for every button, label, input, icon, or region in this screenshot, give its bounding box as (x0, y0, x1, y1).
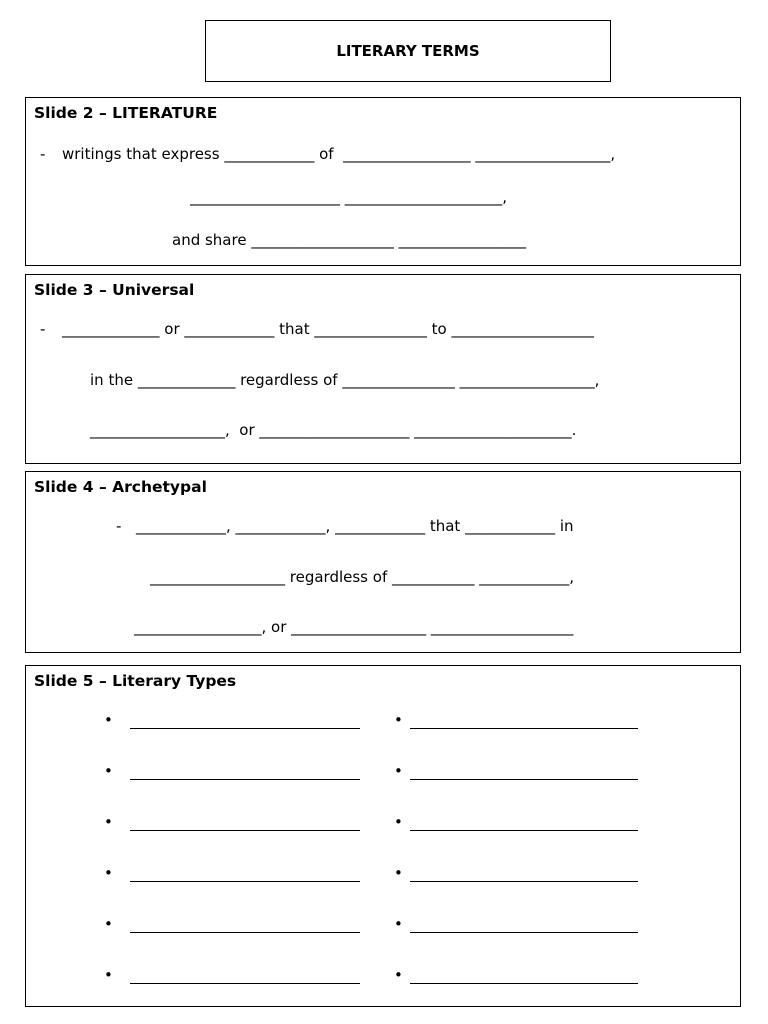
literary-type-blank (410, 830, 638, 832)
bullet-marker: • (394, 813, 403, 831)
slide-3-heading: Slide 3 – Universal (34, 281, 195, 299)
slide-3-section (25, 274, 741, 464)
bullet-marker: • (104, 813, 113, 831)
slide-2-section (25, 97, 741, 266)
slide-2-line-2: ____________________ _____________________, (190, 188, 508, 206)
slide-5-heading: Slide 5 – Literary Types (34, 672, 237, 690)
literary-type-blank (410, 728, 638, 730)
literary-type-blank (410, 932, 638, 934)
literary-type-blank (130, 932, 360, 934)
bullet-marker: • (394, 864, 403, 882)
slide-5-section (25, 665, 741, 1007)
bullet-marker: • (394, 915, 403, 933)
slide-3-line-1: _____________ or ____________ that _______________ to ___________________ (62, 320, 594, 338)
literary-type-blank (130, 779, 360, 781)
bullet-marker: • (104, 966, 113, 984)
slide-3-line-3: __________________, or ____________________ _____________________. (90, 421, 577, 439)
slide-2-line-1: writings that express ____________ of _________________ __________________, (62, 145, 616, 163)
literary-type-blank (410, 779, 638, 781)
bullet-marker: • (104, 864, 113, 882)
bullet-marker: • (104, 915, 113, 933)
bullet-marker: • (394, 711, 403, 729)
slide-2-dash: - (40, 145, 46, 163)
slide-4-section (25, 471, 741, 653)
slide-3-line-2: in the _____________ regardless of _______________ __________________, (90, 371, 600, 389)
slide-2-heading: Slide 2 – LITERATURE (34, 104, 218, 122)
literary-type-blank (410, 983, 638, 985)
literary-type-blank (130, 983, 360, 985)
slide-4-heading: Slide 4 – Archetypal (34, 478, 207, 496)
page-title: LITERARY TERMS (205, 20, 611, 82)
slide-4-dash: - (116, 517, 122, 535)
slide-4-line-2: __________________ regardless of ___________ ____________, (150, 568, 575, 586)
slide-4-line-3: _________________, or __________________ ___________________ (134, 618, 574, 636)
bullet-marker: • (104, 762, 113, 780)
literary-type-blank (130, 728, 360, 730)
bullet-marker: • (104, 711, 113, 729)
literary-type-blank (130, 830, 360, 832)
slide-3-dash: - (40, 320, 46, 338)
slide-4-line-1: ____________, ____________, ____________ that ____________ in (136, 517, 574, 535)
bullet-marker: • (394, 966, 403, 984)
literary-type-blank (410, 881, 638, 883)
bullet-marker: • (394, 762, 403, 780)
literary-type-blank (130, 881, 360, 883)
slide-2-line-3: and share ___________________ _________________ (172, 231, 527, 249)
